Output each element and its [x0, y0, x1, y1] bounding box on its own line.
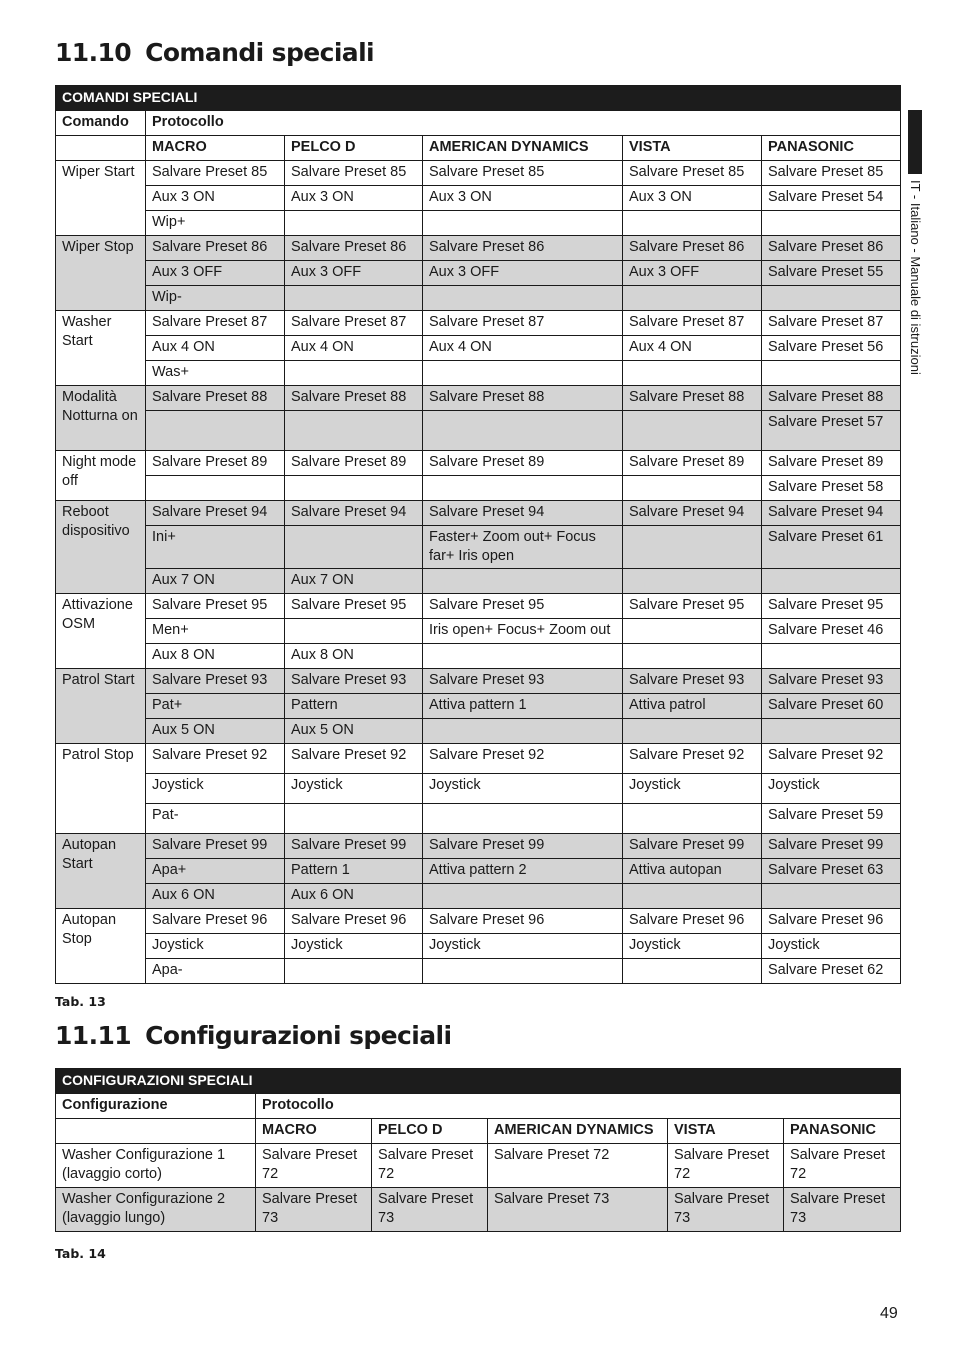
table-cell: Pattern 1: [285, 859, 423, 884]
table-cell: Pat+: [146, 694, 285, 719]
protocol-header: VISTA: [668, 1119, 784, 1144]
table-cell: [285, 361, 423, 386]
table-cell: Salvare Preset 57: [762, 411, 901, 451]
page-number: 49: [880, 1305, 898, 1322]
table-cell: Joystick: [285, 934, 423, 959]
table-cell: [623, 211, 762, 236]
language-tab-marker: [908, 110, 922, 174]
table-cell: Was+: [146, 361, 285, 386]
table-cell: Salvare Preset 72: [372, 1144, 488, 1188]
table-cell: Salvare Preset 95: [623, 594, 762, 619]
table-cell: Salvare Preset 72: [256, 1144, 372, 1188]
table-cell: Apa-: [146, 959, 285, 984]
table-cell: Salvare Preset 88: [623, 386, 762, 411]
table-cell: [285, 211, 423, 236]
header-spacer: [56, 1119, 256, 1144]
command-cell: Night mode off: [56, 451, 146, 501]
table-cell: [285, 959, 423, 984]
table-cell: Salvare Preset 55: [762, 261, 901, 286]
table-cell: Aux 3 OFF: [285, 261, 423, 286]
table-cell: [623, 804, 762, 834]
table-row: [56, 744, 901, 774]
table-row: [56, 644, 901, 669]
table-cell: [285, 526, 423, 569]
table-cell: Salvare Preset 87: [762, 311, 901, 336]
table-cell: [423, 644, 623, 669]
protocol-header: VISTA: [623, 136, 762, 161]
table-cell: Aux 3 ON: [285, 186, 423, 211]
table-cell: Salvare Preset 92: [423, 744, 623, 774]
table-cell: Apa+: [146, 859, 285, 884]
command-cell: Autopan Start: [56, 834, 146, 909]
table-cell: Salvare Preset 94: [762, 501, 901, 526]
table-cell: Salvare Preset 93: [285, 669, 423, 694]
table-row: [56, 859, 901, 884]
table-cell: Aux 4 ON: [146, 336, 285, 361]
table-cell: Salvare Preset 85: [285, 161, 423, 186]
table-cell: Salvare Preset 85: [146, 161, 285, 186]
table-row: [56, 1188, 901, 1232]
table-cell: Salvare Preset 73: [488, 1188, 668, 1232]
table-cell: Salvare Preset 95: [423, 594, 623, 619]
column-header-comando: Comando: [56, 111, 146, 136]
table-row: [56, 669, 901, 694]
table-cell: Salvare Preset 92: [762, 744, 901, 774]
table-cell: Salvare Preset 46: [762, 619, 901, 644]
table-cell: Aux 8 ON: [285, 644, 423, 669]
table-cell: Aux 5 ON: [285, 719, 423, 744]
protocol-header: MACRO: [256, 1119, 372, 1144]
table-cell: Salvare Preset 89: [146, 451, 285, 476]
command-cell: Patrol Start: [56, 669, 146, 744]
table-cell: [762, 719, 901, 744]
table-cell: Salvare Preset 87: [423, 311, 623, 336]
table-cell: [285, 476, 423, 501]
table-cell: [285, 411, 423, 451]
table-cell: Salvare Preset 89: [762, 451, 901, 476]
table-row: [56, 804, 901, 834]
table-cell: Salvare Preset 93: [762, 669, 901, 694]
table-cell: Iris open+ Focus+ Zoom out: [423, 619, 623, 644]
table-cell: Salvare Preset 86: [146, 236, 285, 261]
table-cell: Salvare Preset 96: [762, 909, 901, 934]
table-cell: [623, 476, 762, 501]
table-cell: Aux 3 OFF: [146, 261, 285, 286]
table-cell: [623, 526, 762, 569]
table-cell: Salvare Preset 73: [372, 1188, 488, 1232]
table-cell: Aux 7 ON: [285, 569, 423, 594]
table-row: [56, 694, 901, 719]
table-cell: [423, 476, 623, 501]
table-cell: Salvare Preset 99: [762, 834, 901, 859]
table-cell: Pat-: [146, 804, 285, 834]
table-cell: Salvare Preset 63: [762, 859, 901, 884]
table-cell: Aux 4 ON: [423, 336, 623, 361]
config-cell: Washer Configurazione 1 (lavaggio corto): [56, 1144, 256, 1188]
table-cell: Salvare Preset 92: [146, 744, 285, 774]
table-cell: Joystick: [762, 774, 901, 804]
table-cell: [623, 411, 762, 451]
table-row: [56, 161, 901, 186]
table-cell: Salvare Preset 99: [146, 834, 285, 859]
table-cell: Salvare Preset 96: [623, 909, 762, 934]
protocol-header: AMERICAN DYNAMICS: [423, 136, 623, 161]
table-row: [56, 186, 901, 211]
table-cell: Salvare Preset 73: [256, 1188, 372, 1232]
table-cell: [423, 211, 623, 236]
protocol-header: PELCO D: [372, 1119, 488, 1144]
table-title: COMANDI SPECIALI: [56, 86, 901, 111]
table-caption: Tab. 14: [55, 1246, 106, 1261]
table-cell: Salvare Preset 96: [285, 909, 423, 934]
table-cell: [423, 884, 623, 909]
table-row: [56, 774, 901, 804]
table-cell: Salvare Preset 60: [762, 694, 901, 719]
config-cell: Washer Configurazione 2 (lavaggio lungo): [56, 1188, 256, 1232]
table-cell: Aux 7 ON: [146, 569, 285, 594]
table-row: [56, 411, 901, 451]
table-cell: [623, 884, 762, 909]
table-row: [56, 336, 901, 361]
table-cell: [762, 361, 901, 386]
table-cell: Aux 3 ON: [423, 186, 623, 211]
header-spacer: [56, 136, 146, 161]
table-cell: Salvare Preset 94: [623, 501, 762, 526]
table-cell: Salvare Preset 87: [285, 311, 423, 336]
table-cell: Aux 3 ON: [623, 186, 762, 211]
table-cell: Salvare Preset 94: [423, 501, 623, 526]
table-row: [56, 834, 901, 859]
table-cell: Salvare Preset 72: [668, 1144, 784, 1188]
table-row: [56, 619, 901, 644]
table-cell: [623, 286, 762, 311]
table-cell: [423, 569, 623, 594]
table-cell: [762, 644, 901, 669]
table-cell: Ini+: [146, 526, 285, 569]
language-sidebar-label: IT - Italiano - Manuale di istruzioni: [908, 180, 923, 375]
table-cell: Joystick: [423, 774, 623, 804]
table-cell: Salvare Preset 88: [762, 386, 901, 411]
table-cell: [623, 619, 762, 644]
protocol-header: PANASONIC: [784, 1119, 901, 1144]
table-cell: Salvare Preset 86: [762, 236, 901, 261]
table-cell: Salvare Preset 58: [762, 476, 901, 501]
table-cell: Salvare Preset 54: [762, 186, 901, 211]
table-row: [56, 1144, 901, 1188]
table-cell: Salvare Preset 93: [146, 669, 285, 694]
table-cell: Joystick: [623, 934, 762, 959]
table-cell: Salvare Preset 88: [285, 386, 423, 411]
table-cell: Salvare Preset 73: [784, 1188, 901, 1232]
table-row: [56, 476, 901, 501]
table-cell: [762, 286, 901, 311]
table-cell: [285, 804, 423, 834]
table-cell: Salvare Preset 99: [623, 834, 762, 859]
table-row: [56, 386, 901, 411]
comandi-speciali-table: [55, 85, 901, 984]
column-header-configurazione: Configurazione: [56, 1094, 256, 1119]
table-cell: Salvare Preset 72: [784, 1144, 901, 1188]
table-cell: Salvare Preset 92: [623, 744, 762, 774]
table-cell: Salvare Preset 95: [285, 594, 423, 619]
command-cell: Wiper Stop: [56, 236, 146, 311]
table-cell: Salvare Preset 99: [285, 834, 423, 859]
table-cell: Joystick: [146, 934, 285, 959]
table-cell: Aux 4 ON: [623, 336, 762, 361]
table-cell: Men+: [146, 619, 285, 644]
table-cell: Attiva autopan: [623, 859, 762, 884]
table-cell: Wip+: [146, 211, 285, 236]
table-cell: [623, 644, 762, 669]
command-cell: Modalità Notturna on: [56, 386, 146, 451]
table-row: [56, 501, 901, 526]
table-cell: [762, 211, 901, 236]
table-cell: Salvare Preset 62: [762, 959, 901, 984]
table-cell: Salvare Preset 61: [762, 526, 901, 569]
table-row: [56, 236, 901, 261]
table-row: [56, 451, 901, 476]
table-cell: Salvare Preset 93: [423, 669, 623, 694]
table-title: CONFIGURAZIONI SPECIALI: [56, 1069, 901, 1094]
table-cell: Salvare Preset 72: [488, 1144, 668, 1188]
table-cell: Salvare Preset 88: [146, 386, 285, 411]
table-cell: Pattern: [285, 694, 423, 719]
table-cell: Salvare Preset 96: [423, 909, 623, 934]
table-cell: Attiva pattern 2: [423, 859, 623, 884]
table-cell: Salvare Preset 93: [623, 669, 762, 694]
table-row: [56, 594, 901, 619]
table-caption: Tab. 13: [55, 994, 106, 1009]
table-row: [56, 719, 901, 744]
command-cell: Autopan Stop: [56, 909, 146, 984]
table-cell: Salvare Preset 59: [762, 804, 901, 834]
command-cell: Patrol Stop: [56, 744, 146, 834]
table-cell: Joystick: [423, 934, 623, 959]
table-row: [56, 286, 901, 311]
table-row: [56, 934, 901, 959]
table-cell: Attiva pattern 1: [423, 694, 623, 719]
section-title-comandi: 11.10 Comandi speciali: [55, 38, 375, 67]
table-row: [56, 526, 901, 569]
table-cell: Wip-: [146, 286, 285, 311]
table-cell: Salvare Preset 92: [285, 744, 423, 774]
table-cell: Salvare Preset 86: [285, 236, 423, 261]
table-cell: [423, 959, 623, 984]
table-cell: [146, 476, 285, 501]
table-cell: Salvare Preset 73: [668, 1188, 784, 1232]
table-row: [56, 261, 901, 286]
table-cell: [762, 569, 901, 594]
table-cell: Joystick: [285, 774, 423, 804]
table-cell: Salvare Preset 99: [423, 834, 623, 859]
command-cell: Washer Start: [56, 311, 146, 386]
table-cell: Salvare Preset 85: [423, 161, 623, 186]
table-cell: Aux 6 ON: [146, 884, 285, 909]
table-cell: Faster+ Zoom out+ Focus far+ Iris open: [423, 526, 623, 569]
table-cell: Salvare Preset 96: [146, 909, 285, 934]
table-cell: Salvare Preset 88: [423, 386, 623, 411]
table-cell: [623, 569, 762, 594]
column-header-protocollo: Protocollo: [256, 1094, 901, 1119]
table-cell: [623, 361, 762, 386]
table-cell: Salvare Preset 95: [762, 594, 901, 619]
protocol-header: MACRO: [146, 136, 285, 161]
table-cell: Salvare Preset 87: [623, 311, 762, 336]
table-row: [56, 959, 901, 984]
configurazioni-speciali-table: [55, 1068, 901, 1232]
table-cell: Aux 4 ON: [285, 336, 423, 361]
table-cell: [285, 286, 423, 311]
table-row: [56, 361, 901, 386]
section-title-configurazioni: 11.11 Configurazioni speciali: [55, 1021, 452, 1050]
column-header-protocollo: Protocollo: [146, 111, 901, 136]
table-cell: [423, 411, 623, 451]
protocol-header: PELCO D: [285, 136, 423, 161]
table-cell: Salvare Preset 94: [285, 501, 423, 526]
table-row: [56, 884, 901, 909]
table-cell: [146, 411, 285, 451]
table-cell: Aux 5 ON: [146, 719, 285, 744]
table-cell: Salvare Preset 85: [623, 161, 762, 186]
table-cell: Joystick: [762, 934, 901, 959]
table-row: [56, 569, 901, 594]
table-cell: Salvare Preset 89: [285, 451, 423, 476]
table-cell: Aux 3 OFF: [423, 261, 623, 286]
command-cell: Wiper Start: [56, 161, 146, 236]
table-cell: Attiva patrol: [623, 694, 762, 719]
table-cell: [423, 719, 623, 744]
table-row: [56, 211, 901, 236]
table-cell: Salvare Preset 56: [762, 336, 901, 361]
table-cell: Aux 3 OFF: [623, 261, 762, 286]
table-cell: Salvare Preset 85: [762, 161, 901, 186]
table-cell: Aux 3 ON: [146, 186, 285, 211]
table-cell: [623, 719, 762, 744]
table-row: [56, 909, 901, 934]
table-cell: Joystick: [146, 774, 285, 804]
table-cell: Salvare Preset 95: [146, 594, 285, 619]
table-cell: Salvare Preset 86: [423, 236, 623, 261]
table-cell: Salvare Preset 86: [623, 236, 762, 261]
protocol-header: PANASONIC: [762, 136, 901, 161]
table-row: [56, 311, 901, 336]
table-cell: [423, 804, 623, 834]
table-cell: Salvare Preset 94: [146, 501, 285, 526]
table-cell: Salvare Preset 89: [423, 451, 623, 476]
table-cell: [423, 361, 623, 386]
command-cell: Reboot dispositivo: [56, 501, 146, 594]
table-cell: [623, 959, 762, 984]
command-cell: Attivazione OSM: [56, 594, 146, 669]
table-cell: Aux 8 ON: [146, 644, 285, 669]
table-cell: Joystick: [623, 774, 762, 804]
table-cell: [423, 286, 623, 311]
table-cell: Salvare Preset 89: [623, 451, 762, 476]
table-cell: Aux 6 ON: [285, 884, 423, 909]
table-cell: Salvare Preset 87: [146, 311, 285, 336]
protocol-header: AMERICAN DYNAMICS: [488, 1119, 668, 1144]
table-cell: [285, 619, 423, 644]
table-cell: [762, 884, 901, 909]
